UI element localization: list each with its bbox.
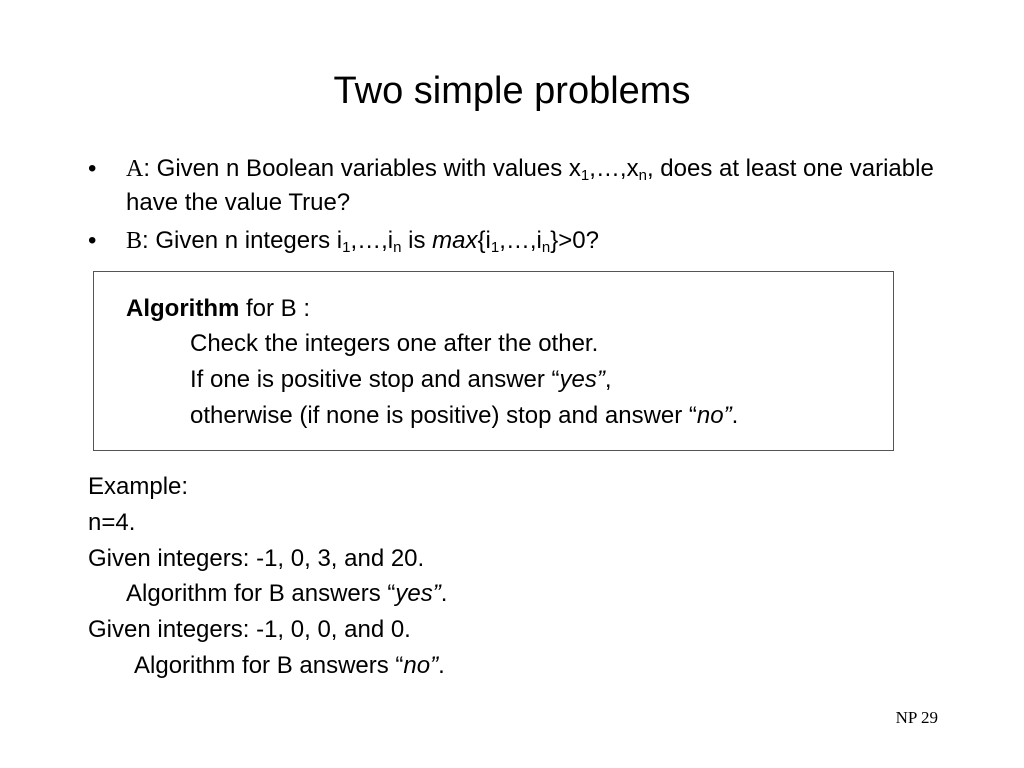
answer-no: no”	[403, 652, 439, 679]
text-fragment: Algorithm for B answers “	[126, 580, 396, 607]
subscript: 1	[490, 239, 500, 256]
slide-title: Two simple problems	[333, 70, 691, 112]
text-fragment: }>0?	[550, 227, 599, 254]
text-fragment: : Given n integers i	[142, 227, 343, 254]
example-answer-1	[126, 579, 447, 609]
algorithm-step-3	[190, 401, 738, 431]
text-fragment: ,…,i	[499, 227, 542, 254]
problem-name: A	[126, 156, 144, 182]
text-fragment: {i	[477, 227, 491, 254]
slide-number: NP 29	[895, 708, 938, 727]
subscript: 1	[342, 239, 351, 256]
subscript: n	[638, 167, 647, 184]
text-fragment: , does at least one variable have the value True?	[126, 155, 934, 216]
text-fragment: otherwise (if none is positive) stop and answer “	[190, 402, 697, 429]
bullet-text	[88, 224, 938, 258]
answer-no: no”	[696, 402, 732, 429]
bullet-marker: •	[88, 155, 97, 182]
text-fragment: .	[440, 580, 448, 607]
example-given-2: Given integers: -1, 0, 0, and 0.	[88, 616, 411, 643]
text-fragment: : Given n Boolean variables with values x	[143, 155, 581, 182]
subscript: 1	[580, 167, 590, 184]
example-label: Example:	[88, 473, 189, 500]
text-fragment: is	[401, 227, 433, 254]
example-answer-2	[134, 651, 445, 681]
algorithm-step-2	[190, 365, 612, 395]
text-fragment: If one is positive stop and answer “	[190, 366, 560, 393]
text-fragment: .	[731, 402, 739, 429]
answer-yes: yes”	[395, 580, 441, 607]
bullet-marker: •	[88, 227, 97, 254]
bullet-problem-a	[88, 152, 938, 219]
text-fragment: ,…,x	[589, 155, 639, 182]
text-fragment: ,…,i	[350, 227, 394, 254]
subscript: n	[541, 239, 551, 256]
bullet-problem-b	[88, 224, 938, 258]
text-fragment: for B :	[239, 295, 311, 322]
example-given-1: Given integers: -1, 0, 3, and 20.	[88, 545, 425, 572]
text-fragment: Algorithm for B answers “	[134, 652, 404, 679]
answer-yes: yes”	[559, 366, 605, 393]
max-function: max	[432, 227, 478, 254]
algorithm-heading-bold: Algorithm	[126, 295, 240, 322]
text-fragment: .	[438, 652, 445, 679]
problem-name: B	[126, 228, 143, 254]
algorithm-heading	[126, 294, 310, 324]
algorithm-step-1: Check the integers one after the other.	[190, 330, 599, 357]
example-n: n=4.	[88, 509, 136, 536]
subscript: n	[393, 239, 402, 256]
text-fragment: ,	[604, 366, 612, 393]
bullet-text	[88, 152, 938, 219]
